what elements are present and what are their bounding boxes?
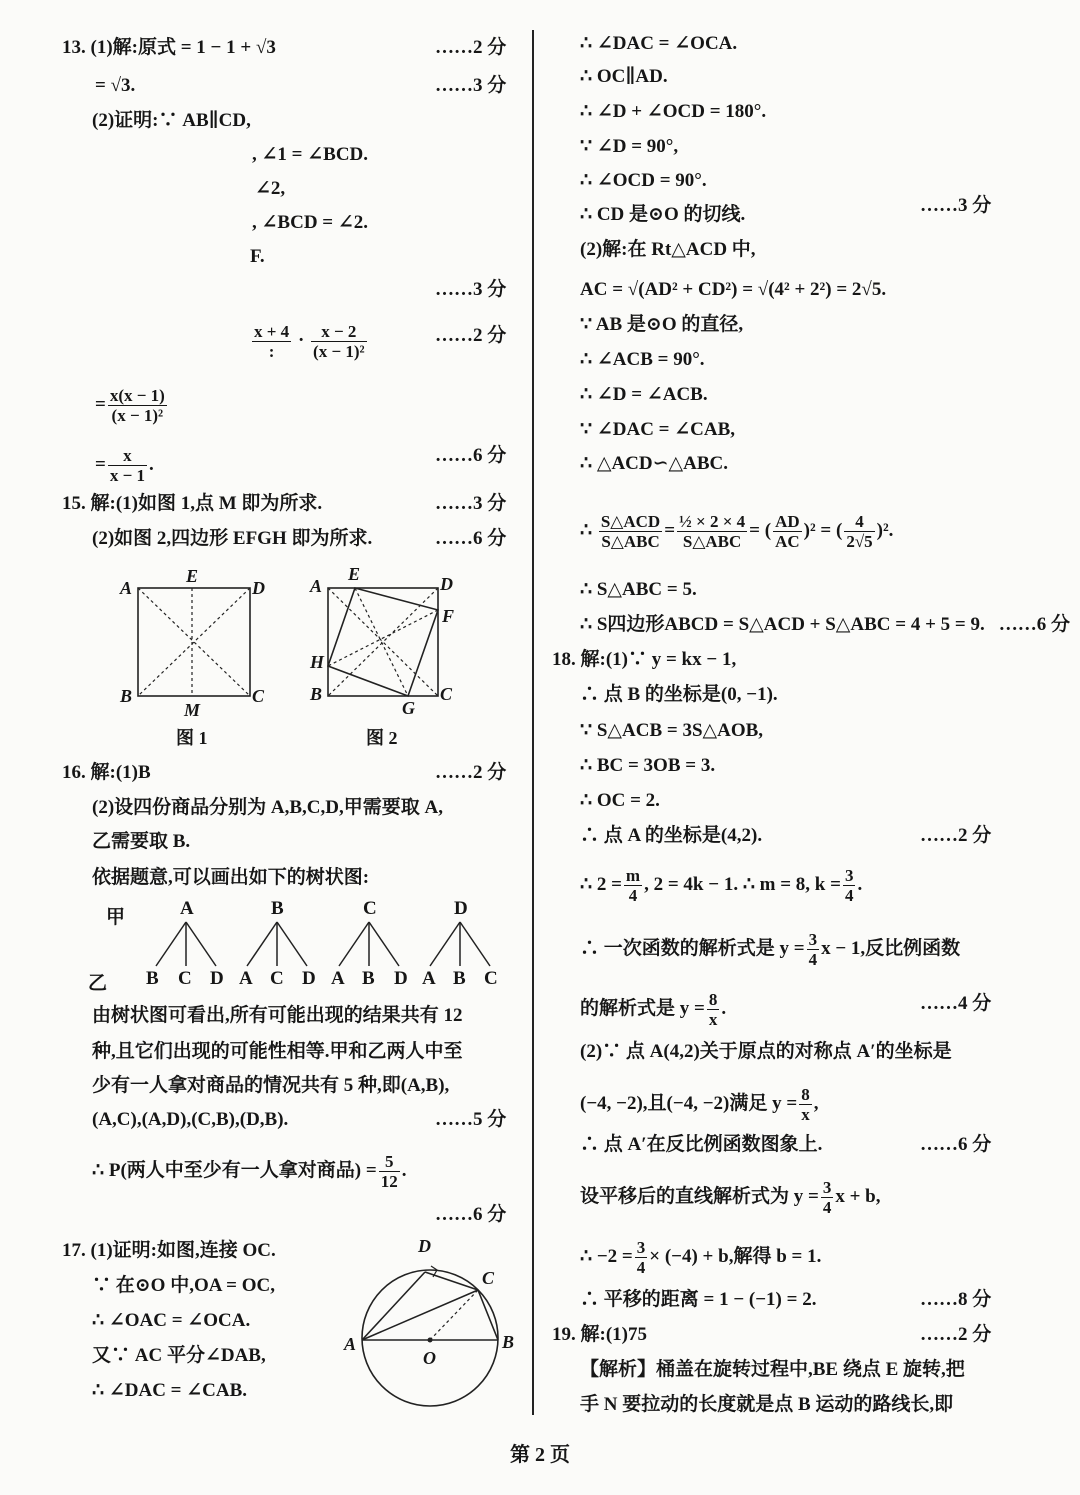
text: .	[721, 997, 727, 1019]
score: ……2 分	[920, 825, 992, 846]
numerator: 5	[379, 1152, 400, 1172]
score: ……6 分	[435, 1204, 507, 1225]
denominator: 4	[628, 886, 638, 905]
q18-line	[580, 990, 726, 1029]
proof-line-with-score	[580, 613, 1070, 637]
q18-line: ∴ 点 B 的坐标是(0, −1).	[580, 684, 778, 705]
text: ∴ −2 =	[580, 1245, 633, 1267]
denominator: 4	[844, 886, 854, 905]
numerator: S△ACD	[600, 512, 661, 531]
fraction	[677, 512, 747, 551]
score: ……8 分	[920, 1289, 992, 1310]
numerator: m	[625, 866, 641, 885]
tree-leaf: A	[331, 968, 345, 989]
tree-node: C	[363, 898, 377, 919]
numerator: ½ × 2 × 4	[679, 512, 746, 531]
text: (−4, −2),且(−4, −2)满足 y =	[580, 1092, 798, 1114]
text: ,	[813, 1092, 819, 1114]
fig2-label-f: F	[442, 606, 455, 626]
score: ……4 分	[920, 993, 992, 1014]
period: .	[401, 1159, 407, 1181]
tree-leaf: D	[302, 968, 316, 989]
q16-line: (2)设四份商品分别为 A,B,C,D,甲需要取 A,	[92, 797, 443, 818]
q17-line: 又∵ AC 平分∠DAB,	[92, 1345, 266, 1366]
score: ……2 分	[435, 762, 507, 783]
text: x − 1,反比例函数	[821, 937, 961, 959]
numerator: x	[108, 446, 147, 466]
tree-leaf: B	[362, 968, 375, 989]
text: 的解析式是 y =	[580, 997, 705, 1019]
denominator: 4	[808, 950, 818, 969]
q18-line	[580, 1238, 821, 1277]
q13-line: , ∠BCD = ∠2.	[252, 212, 369, 233]
fraction	[379, 1152, 400, 1191]
text: )².	[876, 519, 894, 541]
denominator: 4	[822, 1198, 832, 1217]
q18-line	[580, 1085, 818, 1124]
fig1-label-c: C	[252, 686, 265, 706]
score: ……3 分	[435, 279, 507, 300]
equals: =	[95, 453, 106, 475]
q16-line: 由树状图可看出,所有可能出现的结果共有 12	[92, 1005, 463, 1026]
denominator: :	[268, 342, 275, 361]
fig1-label-b: B	[120, 686, 133, 706]
numerator: 8	[801, 1085, 810, 1104]
q13-line: F.	[250, 246, 265, 267]
denominator: AC	[775, 532, 800, 551]
tree-leaf: C	[178, 968, 192, 989]
proof-line: ∴ CD 是⊙O 的切线.	[580, 204, 746, 225]
score: ……6 分	[435, 528, 507, 549]
score: ……6 分	[435, 445, 507, 466]
tree-node: D	[454, 898, 468, 919]
proof-line: ∵ AB 是⊙O 的直径,	[580, 314, 744, 335]
tree-node: A	[180, 898, 194, 919]
q18-line: ∵ S△ACB = 3S△AOB,	[580, 720, 764, 741]
denominator: 4	[636, 1258, 646, 1277]
denominator: x	[708, 1010, 718, 1029]
fraction	[821, 1178, 834, 1217]
q17-line: ∵ 在⊙O 中,OA = OC,	[92, 1275, 275, 1296]
fraction	[843, 866, 856, 905]
area-ratio-line	[580, 512, 893, 551]
proof-line: ∴ ∠DAC = ∠OCA.	[580, 33, 738, 54]
proof-line: ∴ ∠OCD = 90°.	[580, 170, 707, 191]
q16-line: 种,且它们出现的可能性相等.甲和乙两人中至	[92, 1041, 463, 1062]
q19-line: 【解析】桶盖在旋转过程中,BE 绕点 E 旋转,把	[580, 1359, 965, 1380]
score: ……2 分	[435, 325, 507, 346]
q15-line: (2)如图 2,四边形 EFGH 即为所求.	[92, 528, 373, 549]
proof-line: ∴ △ACD∽△ABC.	[580, 453, 729, 474]
q18-line: 18. 解:(1)∵ y = kx − 1,	[552, 649, 737, 670]
proof-line: ∴ S四边形ABCD = S△ACD + S△ABC = 4 + 5 = 9.	[580, 614, 985, 635]
text: = (	[749, 519, 772, 541]
text: × (−4) + b,解得 b = 1.	[649, 1245, 822, 1267]
tree-leaf: A	[422, 968, 436, 989]
proof-line: ∴ OC∥AD.	[580, 66, 668, 87]
score: ……6 分	[920, 1134, 992, 1155]
period: .	[149, 453, 154, 475]
circle-label-c: C	[482, 1268, 495, 1288]
q18-line: ∴ OC = 2.	[580, 790, 660, 811]
equals: =	[664, 519, 676, 541]
circle-label-a: A	[344, 1334, 357, 1354]
q18-line	[580, 930, 960, 969]
numerator: 3	[844, 866, 854, 885]
text: ∴ 2 =	[580, 873, 622, 895]
numerator: x − 2	[311, 322, 367, 342]
proof-line: AC = √(AD² + CD²) = √(4² + 2²) = 2√5.	[580, 279, 887, 300]
text: )² = (	[803, 519, 843, 541]
numerator: x(x − 1)	[109, 386, 165, 405]
denominator: S△ABC	[682, 532, 742, 551]
fraction	[599, 512, 662, 551]
q13-line: = √3.	[95, 75, 136, 96]
fig2-label-b: B	[310, 684, 323, 704]
numerator: 3	[808, 930, 818, 949]
proof-line: ∴ S△ABC = 5.	[580, 579, 697, 600]
tree-label-yi: 乙	[88, 973, 108, 994]
q18-line: ∴ 平移的距离 = 1 − (−1) = 2.	[580, 1289, 817, 1310]
dot: ·	[297, 329, 305, 351]
q18-line: ∴ 点 A 的坐标是(4,2).	[580, 825, 763, 846]
fig2-label-h: H	[310, 652, 325, 672]
denominator: 2√5	[846, 532, 873, 551]
tree-leaf: D	[210, 968, 224, 989]
numerator: 3	[822, 1178, 832, 1197]
score: ……3 分	[435, 493, 507, 514]
fig1-caption: 图 1	[176, 728, 208, 748]
q13-line: 13. (1)解:原式 = 1 − 1 + √3	[62, 37, 276, 58]
proof-line: (2)解:在 Rt△ACD 中,	[580, 239, 756, 260]
denominator: x − 1	[109, 466, 146, 485]
score: ……6 分	[998, 614, 1071, 635]
denominator: x	[801, 1105, 810, 1124]
q16-line: 少有一人拿对商品的情况共有 5 种,即(A,B),	[92, 1075, 450, 1096]
fraction	[635, 1238, 648, 1277]
q19-line: 19. 解:(1)75	[552, 1324, 647, 1345]
denominator: (x − 1)²	[111, 406, 164, 425]
page-number: 第 2 页	[510, 1444, 570, 1466]
tree-label-jia: 甲	[106, 907, 126, 928]
proof-line: ∵ ∠DAC = ∠CAB,	[580, 419, 736, 440]
equals: =	[95, 393, 106, 415]
tree-leaf: B	[453, 968, 466, 989]
fraction	[773, 512, 802, 551]
q17-line: 17. (1)证明:如图,连接 OC.	[62, 1240, 276, 1261]
q18-line	[580, 1178, 880, 1217]
text: , 2 = 4k − 1. ∴ m = 8, k =	[644, 873, 841, 895]
q13-line: ∠2,	[255, 178, 286, 199]
proof-line: ∴ ∠D = ∠ACB.	[580, 384, 708, 405]
q13-line: , ∠1 = ∠BCD.	[252, 144, 369, 165]
fig1-label-a: A	[120, 578, 133, 598]
numerator: 8	[708, 990, 718, 1009]
fig2-label-e: E	[348, 564, 361, 584]
fig1-label-d: D	[252, 578, 265, 598]
tree-leaf: C	[270, 968, 284, 989]
q17-line: ∴ ∠OAC = ∠OCA.	[92, 1310, 251, 1331]
q18-line: ∴ BC = 3OB = 3.	[580, 755, 716, 776]
score: ……3 分	[435, 75, 507, 96]
denominator: 12	[380, 1172, 398, 1191]
numerator: x + 4	[254, 322, 290, 341]
tree-leaf: B	[146, 968, 159, 989]
q16-line: 依据题意,可以画出如下的树状图:	[92, 867, 370, 888]
tree-leaf: C	[484, 968, 498, 989]
numerator: 4	[844, 512, 874, 532]
fig2-label-a: A	[310, 576, 323, 596]
numerator: 3	[636, 1238, 646, 1257]
therefore: ∴	[580, 519, 593, 541]
fig2-caption: 图 2	[366, 728, 398, 748]
probability-text: ∴ P(两人中至少有一人拿对商品) =	[92, 1159, 377, 1181]
fig2-label-d: D	[440, 574, 453, 594]
denominator: S△ABC	[601, 532, 660, 551]
q16-line	[92, 1152, 406, 1191]
numerator: AD	[775, 512, 800, 531]
q18-line: ∴ 点 A′在反比例函数图象上.	[580, 1134, 823, 1155]
q16-line: 乙需要取 B.	[92, 831, 191, 852]
q13-line: (2)证明:∵ AB∥CD,	[92, 110, 251, 131]
fraction	[844, 512, 874, 551]
fraction	[624, 866, 642, 905]
circle-label-d: D	[418, 1236, 431, 1256]
q18-line	[580, 866, 862, 905]
q15-line: 15. 解:(1)如图 1,点 M 即为所求.	[62, 493, 323, 514]
q16-line: 16. 解:(1)B	[62, 762, 151, 783]
text: 设平移后的直线解析式为 y =	[580, 1185, 819, 1207]
circle-figure	[362, 1266, 498, 1406]
fig1-label-e: E	[186, 566, 199, 586]
q19-line: 手 N 要拉动的长度就是点 B 运动的路线长,即	[580, 1394, 954, 1415]
text: x + b,	[835, 1185, 881, 1207]
circle-label-b: B	[502, 1332, 515, 1352]
circle-label-o: O	[423, 1348, 436, 1368]
score: ……5 分	[435, 1109, 507, 1130]
proof-line: ∴ ∠D + ∠OCD = 180°.	[580, 101, 767, 122]
score: ……2 分	[435, 37, 507, 58]
fraction	[807, 930, 820, 969]
score: ……2 分	[920, 1324, 992, 1345]
tree-leaf: D	[394, 968, 408, 989]
fig2-label-c: C	[440, 684, 453, 704]
proof-line: ∴ ∠ACB = 90°.	[580, 349, 705, 370]
score: ……3 分	[920, 195, 992, 216]
fraction	[707, 990, 720, 1029]
q18-line: (2)∵ 点 A(4,2)关于原点的对称点 A′的坐标是	[580, 1041, 952, 1062]
tree-node: B	[271, 898, 284, 919]
tree-diagram-lines	[0, 0, 540, 1000]
q17-line: ∴ ∠DAC = ∠CAB.	[92, 1380, 248, 1401]
fig2-label-g: G	[402, 698, 415, 718]
text: ∴ 一次函数的解析式是 y =	[580, 937, 805, 959]
tree-leaf: A	[239, 968, 253, 989]
denominator: (x − 1)²	[313, 342, 365, 361]
fig1-label-m: M	[184, 700, 201, 720]
proof-line: ∵ ∠D = 90°,	[580, 136, 679, 157]
q16-line: (A,C),(A,D),(C,B),(D,B).	[92, 1109, 289, 1130]
fraction	[799, 1085, 812, 1124]
text: .	[857, 873, 863, 895]
